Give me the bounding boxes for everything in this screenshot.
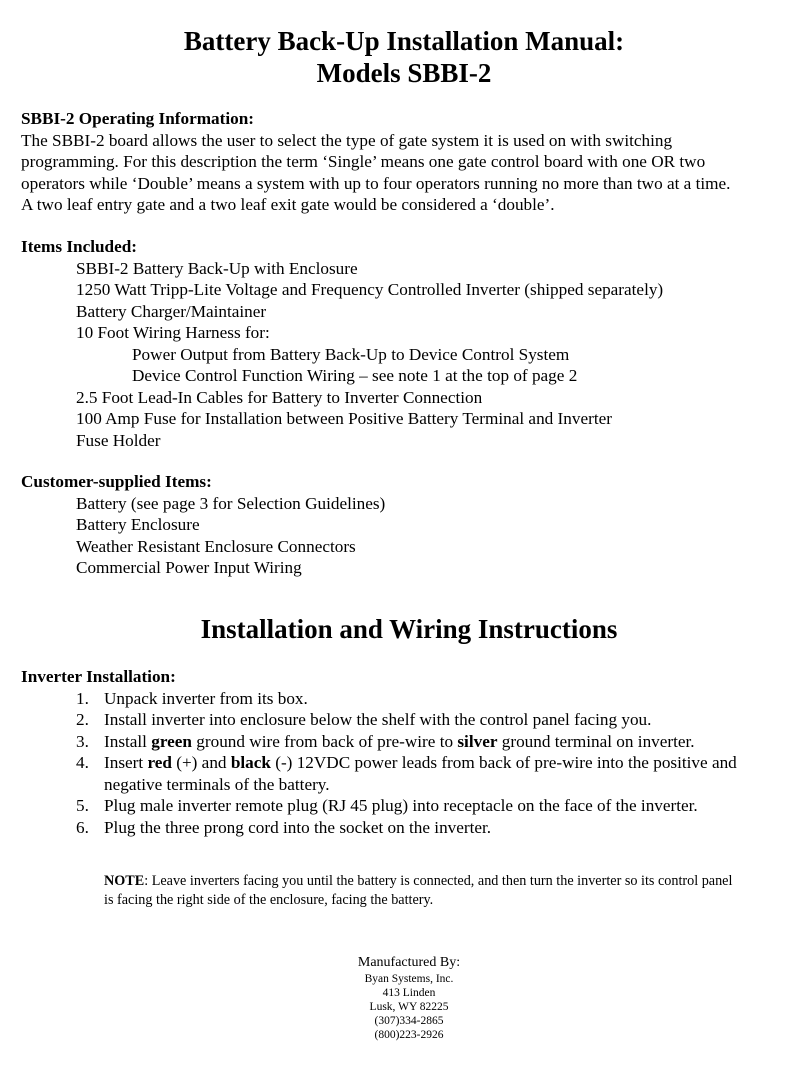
manufacturer-phone-1: (307)334-2865 xyxy=(374,1015,444,1027)
list-item: Weather Resistant Enclosure Connectors xyxy=(76,537,356,556)
inverter-installation-heading: Inverter Installation: xyxy=(21,667,176,686)
list-item: Fuse Holder xyxy=(76,431,161,450)
manufacturer-city: Lusk, WY 82225 xyxy=(369,1001,449,1013)
list-sub-item: Device Control Function Wiring – see note 1 at the top of page 2 xyxy=(132,366,578,385)
step-number: 6. xyxy=(76,818,89,837)
list-item: 1250 Watt Tripp-Lite Voltage and Frequency Controlled Inverter (shipped separately) xyxy=(76,280,664,299)
list-item: SBBI-2 Battery Back-Up with Enclosure xyxy=(76,259,358,278)
step-text-part: Insert xyxy=(104,753,148,772)
items-included-heading: Items Included: xyxy=(21,237,138,256)
document-title-line-2: Models SBBI-2 xyxy=(316,58,492,88)
note-label: NOTE xyxy=(104,873,145,889)
list-item: Commercial Power Input Wiring xyxy=(76,558,302,577)
step-text-part: ground wire from back of pre-wire to xyxy=(192,732,458,751)
list-item: 100 Amp Fuse for Installation between Positive Battery Terminal and Inverter xyxy=(76,409,612,428)
operating-info-line: operators while ‘Double’ means a system with up to four operators running no more than two at a time. xyxy=(21,174,731,193)
step-text: Plug the three prong cord into the socket on the inverter. xyxy=(104,818,492,837)
customer-items-heading: Customer-supplied Items: xyxy=(21,472,212,491)
lead-color-black: black xyxy=(230,753,271,772)
step-text-part: (-) 12VDC power leads from back of pre-wire into the positive and xyxy=(270,753,737,772)
operating-info-line: A two leaf entry gate and a two leaf exit gate would be considered a ‘double’. xyxy=(21,195,555,214)
lead-color-red: red xyxy=(147,753,172,772)
manufacturer-phone-2: (800)223-2926 xyxy=(374,1029,444,1041)
step-text-part: Install xyxy=(104,732,152,751)
list-item: Battery (see page 3 for Selection Guidelines) xyxy=(76,494,386,513)
note-text: : Leave inverters facing you until the battery is connected, and then turn the inverter so its control panel xyxy=(144,873,733,889)
operating-info-line: programming. For this description the term ‘Single’ means one gate control board with one OR two xyxy=(21,152,706,171)
note-line-2: is facing the right side of the enclosure, facing the battery. xyxy=(104,892,434,908)
list-sub-item: Power Output from Battery Back-Up to Device Control System xyxy=(132,345,570,364)
document-title-line-1: Battery Back-Up Installation Manual: xyxy=(183,26,625,56)
list-item: Battery Charger/Maintainer xyxy=(76,302,267,321)
step-text xyxy=(104,752,737,774)
step-text-part: (+) and xyxy=(171,753,231,772)
note-line-1 xyxy=(104,871,732,892)
operating-info-heading: SBBI-2 Operating Information: xyxy=(21,109,254,128)
step-number: 1. xyxy=(76,689,89,708)
list-item: 2.5 Foot Lead-In Cables for Battery to Inverter Connection xyxy=(76,388,483,407)
manufacturer-label: Manufactured By: xyxy=(357,955,461,970)
list-item: Battery Enclosure xyxy=(76,515,200,534)
wire-color-green: green xyxy=(151,732,192,751)
step-number: 5. xyxy=(76,796,89,815)
list-item: 10 Foot Wiring Harness for: xyxy=(76,323,270,342)
installation-heading: Installation and Wiring Instructions xyxy=(200,614,618,644)
step-text-continuation: negative terminals of the battery. xyxy=(104,775,330,794)
step-number: 2. xyxy=(76,710,89,729)
step-text: Install inverter into enclosure below the shelf with the control panel facing you. xyxy=(104,710,652,729)
step-text-part: ground terminal on inverter. xyxy=(497,732,695,751)
step-text: Plug male inverter remote plug (RJ 45 plug) into receptacle on the face of the inverter. xyxy=(104,796,698,815)
manufacturer-street: 413 Linden xyxy=(382,987,436,999)
operating-info-line: The SBBI-2 board allows the user to select the type of gate system it is used on with switching xyxy=(21,131,673,150)
manufacturer-name: Byan Systems, Inc. xyxy=(364,973,454,985)
step-text xyxy=(104,731,695,753)
step-number: 3. xyxy=(76,732,89,751)
step-text: Unpack inverter from its box. xyxy=(104,689,308,708)
terminal-color-silver: silver xyxy=(457,732,498,751)
step-number: 4. xyxy=(76,753,89,772)
